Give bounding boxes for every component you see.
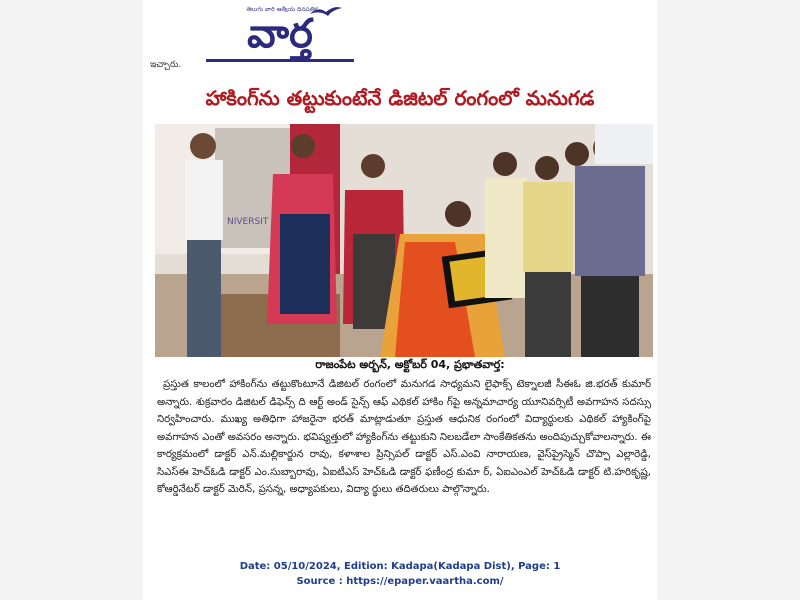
masthead-logo — [200, 4, 360, 62]
article-dateline: రాజంపేట అర్బన్, అక్టోబర్ 04, ప్రభాతవార్త: — [315, 358, 505, 371]
article-headline: హాకింగ్‌ను తట్టుకుంటేనే డిజిటల్ రంగంలో మనుగడ — [205, 86, 595, 110]
article-body — [157, 376, 651, 551]
masthead-underline — [206, 59, 354, 62]
article-paragraph: ప్రస్తుత కాలంలో హాకింగ్‌ను తట్టుకొంటూనే డిజిటల్ రంగంలో మనుగడ సాధ్యమని లైఫాక్స్ టెక్నాలజీ సీఈఓ జి.భరత్ కుమార్ అన్నారు. శుక్రవారం డిజిటల్ డిఫెన్స్ ది ఆర్ట్ అండ్ సైన్స్ ఆఫ్ ఎథికల్ హాకిం గ్‌పై అన్నమాచార్య యూనివర్సిటీ అవగాహన సదస్సు నిర్వహించారు. ముఖ్య అతిధిగా హాజరైనా భరత్ మాట్లాడుతూ ప్రస్తుత ఆధునిక రంగంలో విద్యార్థులకు ఎథికల్ హ్యాకింగ్‌పై అవగాహన ఎంతో అవసరం అన్నారు. భవిష్యత్తులో హ్యాకింగ్‌ను తట్టుకుని నిలబడేలా సాంకేతికతను అందిపుచ్చుకోవాలన్నారు. ఈ కార్యక్రమంలో డాక్టర్ ఎన్.మల్లికార్జున రావు, కళాశాల ప్రిన్సిపల్ డాక్టర్ ఎస్.ఎంవి నారాయణ, వైస్‌ప్రైస్మెన్ చొప్పా ఎల్లారెడ్డి, సిఎస్ఈ హెచ్‌ఓడి డాక్టర్ ఎం.సుబ్బారావు, ఏఐటీఎస్ హెచ్‌ఓడి డాక్టర్ ఫణీంద్ర కుమా ర్, ఏఐఎంఎల్ హెచ్‌ఓడి డాక్టర్ టి.హరికృష్ణ, కోఆర్డినేటర్ డాక్టర్ మెరిన్, ప్రసన్న, అధ్యాపకులు, విద్యా ర్థులు తదితరులు పాల్గొన్నారు. — [157, 379, 651, 495]
masthead-name: వార్త — [247, 11, 313, 57]
event-photo-illustration — [155, 124, 653, 357]
edition-info: Date: 05/10/2024, Edition: Kadapa(Kadapa Dist), Page: 1 — [239, 561, 561, 572]
masthead-tagline: తెలుగు వారి ఆత్మీయ దినపత్రిక — [246, 6, 318, 12]
previous-column-fragment: ఇచ్చారు. — [150, 60, 182, 70]
article-photo — [155, 124, 653, 357]
source-link[interactable]: Source : https://epaper.vaartha.com/ — [296, 576, 504, 587]
banner-text: NIVERSIT — [227, 217, 269, 227]
bird-icon — [308, 4, 344, 18]
